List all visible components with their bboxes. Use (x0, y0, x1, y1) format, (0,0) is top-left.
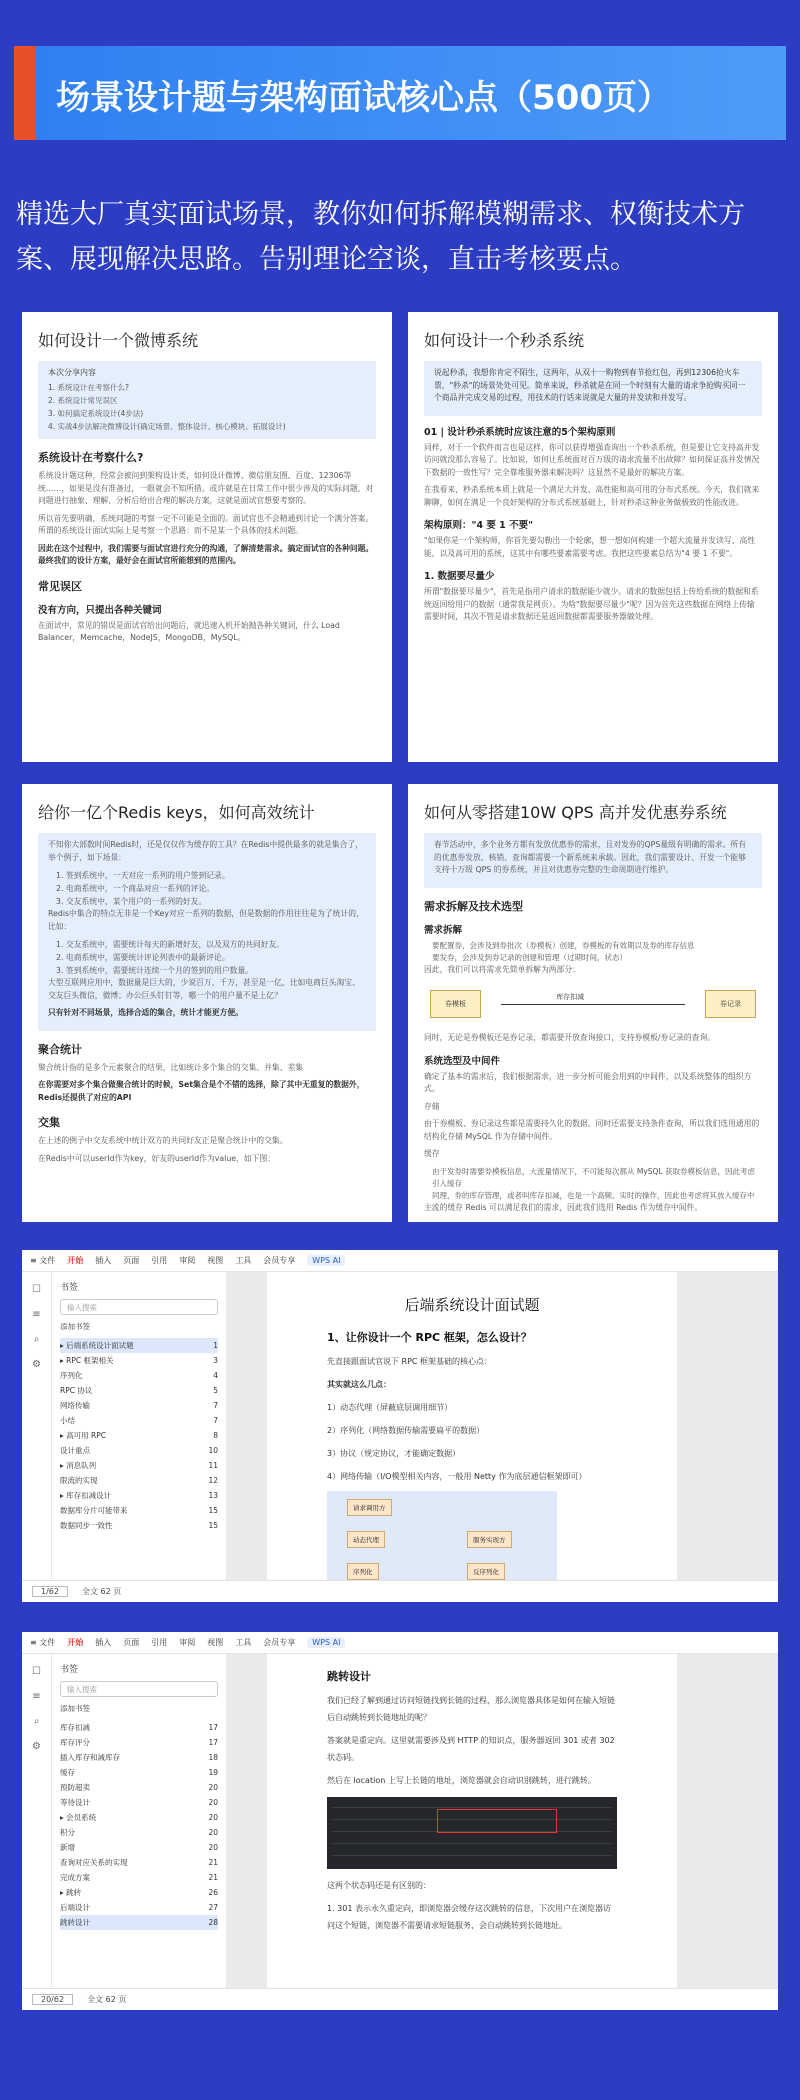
doc-paragraph: 1）动态代理（屏蔽底层调用细节） (327, 1403, 453, 1412)
intro-box (38, 833, 376, 1031)
menu-review[interactable]: 审阅 (179, 1256, 196, 1265)
card-miaosha (408, 312, 778, 762)
menu-home[interactable]: 开始 (67, 1638, 84, 1647)
menu-tools[interactable]: 工具 (235, 1638, 252, 1647)
paragraph: 因此，我们可以将需求先简单拆解为两部分： (424, 964, 580, 974)
paragraph: 在我看来，秒杀系统本质上就是一个满足大并发、高性能和高可用的分布式系统。今天，我们就来聊聊，如何在满足一个良好架构的分布式系统基础上，针对秒杀这种业务做极致的性能改进。 (424, 485, 760, 507)
search-icon[interactable]: ⌕ (33, 1716, 40, 1727)
menu-wps-ai[interactable]: WPS AI (307, 1637, 345, 1648)
section-heading: 系统设计在考察什么? (38, 451, 144, 464)
page-title: 场景设计题与架构面试核心点（500页） (56, 78, 671, 118)
bookmark-page-number: 15 (208, 1506, 218, 1515)
menu-wps-ai[interactable]: WPS AI (307, 1255, 345, 1266)
paragraph: 不知你大部数时间Redis时，还是仅仅作为缓存的工具？在Redis中提供最多的就是集合了，举个例子，如下场景： (48, 840, 363, 862)
doc-paragraph: 其实就这么几点： (327, 1380, 391, 1389)
doc-paragraph: 4）网络传输（I/O模型相关内容，一般用 Netty 作为底层通信框架即可） (327, 1472, 587, 1481)
bookmark-label: ▸ 消息队列 (60, 1461, 97, 1470)
list-item: 3. 交友系统中，某个用户的一系列的好友。 (56, 897, 207, 906)
window-body (22, 1654, 778, 1988)
paragraph: 说起秒杀，我想你肯定不陌生，这两年，从双十一购物到春节抢红包，再到12306抢火车票，"秒杀"的场景处处可见。简单来说，秒杀就是在同一个时刻有大量的请求争抢购买同一个商品并完成交易的过程，用技术的行话来说就是大量的并发读和并发写。 (434, 368, 746, 402)
bookmark-page-number: 18 (208, 1753, 218, 1762)
bookmark-item[interactable] (60, 1398, 218, 1413)
bookmark-page-number: 17 (208, 1738, 218, 1747)
bookmark-label: ▸ 高可用 RPC (60, 1431, 107, 1440)
bookmark-label: 缓存 (60, 1768, 75, 1777)
bookmark-item[interactable] (60, 1383, 218, 1398)
bookmark-icon[interactable]: ☐ (32, 1284, 41, 1295)
diagram-node: 请求调用方 (347, 1499, 392, 1516)
bookmark-page-number: 21 (208, 1858, 218, 1867)
doc-paragraph: 3）协议（规定协议，才能确定数据） (327, 1449, 461, 1458)
title-banner (14, 46, 786, 140)
add-bookmark-button[interactable]: 添加书签 (60, 1704, 90, 1713)
bookmark-page-number: 20 (208, 1783, 218, 1792)
bookmark-item[interactable] (60, 1413, 218, 1428)
menu-insert[interactable]: 插入 (95, 1638, 112, 1647)
left-rail (22, 1654, 52, 1988)
bookmark-item[interactable] (60, 1353, 218, 1368)
card-coupon (408, 784, 778, 1222)
bookmark-label: 小结 (60, 1416, 75, 1425)
paragraph: 同样，对于一个软件而言也是这样，你可以获得增强查询出一个秒杀系统，但是要让它支持高并发访问就没那么容易了。比如说，如何让系统面对百万级的请求流量不出故障？如何保证高并发情况下数据的一致性写？完全靠堆服务器来解决吗？这显然不是最好的解决方案。 (424, 442, 760, 477)
status-text: 全文 62 页 (87, 1995, 127, 2004)
bookmark-label: 新增 (60, 1843, 75, 1852)
bookmark-label: 预防超卖 (60, 1783, 90, 1792)
list-item: 要发券，会涉及到券记录的创建和管理（过期时间，状态） (432, 952, 627, 962)
doc-paragraph: 这两个状态码还是有区别的： (327, 1881, 431, 1890)
paragraph: 在你需要对多个集合做聚合统计的时候，Set集合是个不错的选择，除了其中无重复的数据外，Redis还提供了对应的API (38, 1080, 365, 1102)
bookmark-label: 数据库分片可能带来 (60, 1506, 128, 1515)
rpc-diagram (327, 1491, 557, 1580)
bookmark-label: 网络传输 (60, 1401, 90, 1410)
bookmark-page-number: 10 (208, 1446, 218, 1455)
toc-title: 本次分享内容 (48, 368, 96, 377)
paragraph: 同时，无论是券模板还是券记录，都需要开放查询接口，支持券模板/券记录的查询。 (424, 1033, 716, 1042)
bookmark-page-number: 17 (208, 1723, 218, 1732)
menu-member[interactable]: 会员专享 (263, 1638, 296, 1647)
card-title: 如何设计一个微博系统 (38, 331, 199, 350)
paragraph: 聚合统计指的是多个元素聚合的结果，比如统计多个集合的交集、并集、差集 (38, 1062, 304, 1072)
bookmark-page-number: 20 (208, 1798, 218, 1807)
menu-view[interactable]: 视图 (207, 1256, 224, 1265)
section-heading: 需求拆解及技术选型 (424, 899, 523, 913)
menu-view[interactable]: 视图 (207, 1638, 224, 1647)
menu-bar (22, 1250, 778, 1272)
bookmark-label: ▸ 后端系统设计面试题 (60, 1341, 134, 1350)
menu-tools[interactable]: 工具 (235, 1256, 252, 1265)
diagram-node: 券模板 (430, 990, 481, 1018)
section-heading: 架构原则："4 要 1 不要" (424, 520, 534, 531)
bookmark-item[interactable] (60, 1720, 218, 1735)
list-item: 2. 电商系统中，一个商品对应一系列的评论。 (56, 884, 215, 893)
diagram-node: 动态代理 (347, 1531, 385, 1548)
wps-window-2 (22, 1632, 778, 2010)
menu-reference[interactable]: 引用 (151, 1256, 168, 1265)
bookmark-item[interactable] (60, 1810, 218, 1825)
status-text: 全文 62 页 (81, 1587, 122, 1596)
wps-window-1 (22, 1250, 778, 1602)
diagram-node: 反序列化 (467, 1563, 505, 1580)
bookmark-label: 序列化 (60, 1371, 83, 1380)
bookmark-label: ▸ 跳转 (60, 1888, 82, 1897)
toc-item: 1. 系统设计在考察什么? (48, 383, 130, 392)
devtools-screenshot (327, 1797, 617, 1869)
bookmark-label: 库存扣减 (60, 1723, 90, 1732)
bookmark-label: 数据同步一致性 (60, 1521, 113, 1530)
settings-icon[interactable]: ⚙ (32, 1359, 41, 1370)
bookmark-page-number: 27 (208, 1903, 218, 1912)
menu-review[interactable]: 审阅 (179, 1638, 196, 1647)
bookmark-list (60, 1338, 218, 1533)
list-item: 1. 签到系统中，一天对应一系列的用户签到记录。 (56, 871, 230, 880)
diagram-node: 序列化 (347, 1563, 379, 1580)
doc-paragraph: 先直接跟面试官说下 RPC 框架基础的核心点： (327, 1357, 493, 1366)
toc-box (38, 361, 376, 439)
bookmark-item[interactable] (60, 1518, 218, 1533)
paragraph: 大型互联网应用中，数据量是巨大的，少说百万、千万，甚至是一亿，比如电商巨头淘宝、交友巨头微信，微博；办公巨头钉钉等，哪一个的用户量不是上亿？ (48, 978, 360, 1000)
intro-text: 精选大厂真实面试场景，教你如何拆解模糊需求、权衡技术方案、展现解决思路。告别理论空谈，直击考核要点。 (16, 199, 745, 275)
window-body (22, 1272, 778, 1580)
doc-paragraph: 1. 301 表示永久重定向，即浏览器会缓存这次跳转的信息，下次用户在浏览器访问这个短链，浏览器不需要请求短链服务，会自动跳转到长链地址。 (327, 1904, 611, 1930)
section-heading: 聚合统计 (38, 1042, 82, 1056)
document-area (227, 1272, 778, 1580)
sub-heading: 需求拆解 (424, 924, 463, 936)
sub-heading: 没有方向，只提出各种关键词 (38, 604, 162, 616)
bookmark-list (60, 1720, 218, 1930)
bookmark-page-number: 20 (208, 1828, 218, 1837)
bookmark-page-number: 13 (208, 1491, 218, 1500)
doc-paragraph: 我们已经了解到通过访问短链找到长链的过程，那么浏览器具体是如何在输入短链后自动跳转到长链地址的呢？ (327, 1696, 615, 1722)
card-title: 如何从零搭建10W QPS 高并发优惠券系统 (424, 803, 727, 822)
paragraph: 主流的缓存 Redis 可以满足我们的需求，因此我们选用 Redis 作为缓存中间件。 (424, 1202, 703, 1212)
bookmark-item[interactable] (60, 1473, 218, 1488)
paragraph: 春节活动中，多个业务方都有发放优惠券的需求，且对发券的QPS量级有明确的需求。所有的优惠券发放、核销、查询都需要一个新系统来承载。因此，我们需要设计、开发一个能够支持十万级 QPS 的券系统，并且对优惠券完整的生命周期进行维护。 (434, 840, 747, 874)
diagram-node: 券记录 (705, 990, 756, 1018)
list-item: 要配置券，会涉及到券批次（券模板）创建，券模板的有效期以及券的库存信息 (432, 940, 695, 950)
bookmark-label: 积分 (60, 1828, 75, 1837)
bookmark-item[interactable] (60, 1765, 218, 1780)
doc-paragraph: 然后在 location 上写上长链的地址，浏览器就会自动识别跳转，进行跳转。 (327, 1776, 596, 1785)
section-heading: 系统选型及中间件 (424, 1055, 501, 1067)
paragraph: 缓存 (424, 1149, 440, 1158)
diagram-arrow (501, 992, 685, 1005)
bookmark-page-number: 8 (213, 1431, 218, 1440)
card-redis (22, 784, 392, 1222)
paragraph: 系统设计题这种，经常会被问到架构设计类，如何设计微博、微信朋友圈、百度、12306等统……，如果是没有准备过，一眼就会不知所措。或许就是在日常工作中很少涉及的实际问题，对问题进行抽象、理解、分析后给出合理的解决方案，这就是面试官想要考察的。 (38, 471, 374, 505)
menu-home[interactable]: 开始 (67, 1256, 84, 1265)
panel-title: 书签 (60, 1665, 79, 1675)
section-heading: 1. 数据要尽量少 (424, 571, 495, 582)
toc-item: 4. 实战4步法解决微博设计(确定场景、整体设计、核心模块、拓展设计) (48, 422, 286, 431)
bookmark-page-number: 1 (213, 1341, 218, 1350)
bookmark-page-number: 20 (208, 1843, 218, 1852)
outline-icon[interactable]: ≡ (32, 1309, 41, 1320)
paragraph: 因此在这个过程中，我们需要与面试官进行充分的沟通，了解清楚需求。搞定面试官的各种问题。最终我们的设计方案，最好会在面试官所能想到的范围内。 (38, 543, 374, 565)
title-accent (14, 46, 36, 140)
bookmark-label: 后端设计 (60, 1903, 90, 1912)
menu-member[interactable]: 会员专享 (263, 1256, 296, 1265)
card-title: 如何设计一个秒杀系统 (424, 331, 585, 350)
bookmark-item[interactable] (60, 1488, 218, 1503)
menu-page[interactable]: 页面 (123, 1638, 140, 1647)
bookmark-page-number: 15 (208, 1521, 218, 1530)
bookmark-label: 等待设计 (60, 1798, 90, 1807)
coupon-diagram (424, 984, 762, 1024)
paragraph: 在上述的例子中交友系统中统计双方的共同好友正是聚合统计中的交集。 (38, 1136, 288, 1145)
bookmark-item[interactable] (60, 1443, 218, 1458)
list-item: 3. 签到系统中，需要统计连续一个月的签到的用户数量。 (56, 966, 254, 975)
list-item: 由于发券时需要券模板信息，大流量情况下，不可能每次都从 MySQL 获取券模板信息，因此考虑引入缓存 (432, 1166, 756, 1188)
menu-reference[interactable]: 引用 (151, 1638, 168, 1647)
summary-box (424, 361, 762, 416)
bookmark-item[interactable] (60, 1825, 218, 1840)
bookmark-page-number: 4 (213, 1371, 218, 1380)
paragraph: "如果你是一个架构师，你首先要勾勒出一个轮廓，想一想如何构建一个超大流量并发读写、高性能，以及高可用的系统，这其中有哪些要素需要考虑。我把这些要素总结为"4 要 1 不要"。 (424, 536, 756, 558)
menu-insert[interactable]: 插入 (95, 1256, 112, 1265)
bookmark-page-number: 5 (213, 1386, 218, 1395)
search-input[interactable]: 输入搜索 (60, 1299, 218, 1315)
bookmark-item[interactable] (60, 1885, 218, 1900)
diagram-node: 服务实现方 (467, 1531, 512, 1548)
bookmark-page-number: 3 (213, 1356, 218, 1365)
doc-paragraph: 答案就是重定向。这里就需要涉及到 HTTP 的知识点，服务器返回 301 或者 302 状态码。 (327, 1736, 615, 1762)
bookmark-item[interactable] (60, 1368, 218, 1383)
card-title: 给你一亿个Redis keys，如何高效统计 (38, 803, 315, 822)
bookmark-item[interactable] (60, 1870, 218, 1885)
paragraph: 确定了基本的需求后，我们根据需求，进一步分析可能会用到的中间件，以及系统整体的组织方式。 (424, 1071, 752, 1093)
bookmark-item[interactable] (60, 1855, 218, 1870)
bookmark-panel (52, 1272, 227, 1580)
paragraph: 所谓"数据要尽量少"，首先是指用户请求的数据能少就少。请求的数据包括上传给系统的数据和系统返回给用户的数据（通常我是网页）。为啥"数据要尽量少"呢？因为首先这些数据在网络上传输需要时间，其次不管是请求数据还是返回数据都需要服务器做处理。 (424, 587, 759, 621)
bookmark-label: 查询对应关系的实现 (60, 1858, 128, 1867)
page-indicator[interactable]: 1/62 (32, 1586, 68, 1597)
bookmark-item[interactable] (60, 1795, 218, 1810)
bookmark-icon[interactable]: ☐ (32, 1666, 41, 1677)
bookmark-label: 插入库存和减库存 (60, 1753, 120, 1762)
bookmark-label: 限流的实现 (60, 1476, 98, 1485)
bookmark-label: ▸ RPC 框架相关 (60, 1356, 114, 1365)
section-heading: 常见误区 (38, 579, 82, 593)
highlight-box (437, 1809, 557, 1833)
bookmark-item[interactable] (60, 1750, 218, 1765)
list-item: 同理，券的库存管理，或者叫库存扣减，也是一个高频、实时的操作，因此也考虑将其放入缓存中 (432, 1190, 755, 1200)
bookmark-page-number: 26 (208, 1888, 218, 1897)
bookmark-page-number: 11 (208, 1461, 218, 1470)
bookmark-label: RPC 协议 (60, 1386, 93, 1395)
paragraph: Redis中集合的特点无非是一个Key对应一系列的数据，但是数据的作用往往是为了统计的，比如： (48, 909, 364, 931)
outline-icon[interactable]: ≡ (32, 1691, 41, 1702)
bookmark-label: ▸ 会员系统 (60, 1813, 97, 1822)
bookmark-label: 跳转设计 (60, 1918, 90, 1927)
bookmark-page-number: 19 (208, 1768, 218, 1777)
paragraph: 由于券模板、券记录这些都是需要持久化的数据，同时还需要支持条件查询，所以我们选用通用的结构化存储 MySQL 作为存储中间件。 (424, 1119, 760, 1141)
settings-icon[interactable]: ⚙ (32, 1741, 41, 1752)
toc-item: 3. 如何搞定系统设计(4步法) (48, 409, 144, 418)
bookmark-label: 完成方案 (60, 1873, 90, 1882)
bookmark-page-number: 7 (213, 1416, 218, 1425)
bookmark-item[interactable] (60, 1338, 218, 1353)
arrow-label: 库存扣减 (556, 992, 585, 1001)
paragraph: 在面试中，常见的错误是面试官给出问题后，就迅速入机开始抛各种关键词，什么 Load Balancer，Memcache，NodeJS，MongoDB，MySQL。 (38, 620, 340, 642)
bookmark-item[interactable] (60, 1458, 218, 1473)
list-item: 1. 交友系统中，需要统计每天的新增好友，以及双方的共同好友。 (56, 940, 285, 949)
paragraph: 只有针对不同场景，选择合适的集合，统计才能更方便。 (48, 1008, 243, 1017)
bookmark-item[interactable] (60, 1900, 218, 1915)
doc-heading: 1、让你设计一个 RPC 框架，怎么设计？ (327, 1331, 532, 1344)
doc-title: 后端系统设计面试题 (404, 1296, 540, 1314)
status-bar (22, 1988, 778, 2010)
document-page (267, 1272, 677, 1580)
list-item: 2. 电商系统中，需要统计评论列表中的最新评论。 (56, 953, 230, 962)
bookmark-item[interactable] (60, 1840, 218, 1855)
paragraph: 在Redis中可以userId作为key，好友的userId作为value，如下图： (38, 1153, 276, 1163)
doc-paragraph: 2）序列化（网络数据传输需要扁平的数据） (327, 1426, 485, 1435)
bookmark-item[interactable] (60, 1735, 218, 1750)
status-bar (22, 1580, 778, 1602)
left-rail (22, 1272, 52, 1580)
menu-file[interactable]: ≡ 文件 (30, 1256, 56, 1265)
card-weibo (22, 312, 392, 762)
bookmark-label: 库存评分 (60, 1738, 90, 1747)
bookmark-page-number: 7 (213, 1401, 218, 1410)
bookmark-item[interactable] (60, 1428, 218, 1443)
bookmark-page-number: 20 (208, 1813, 218, 1822)
menu-page[interactable]: 页面 (123, 1256, 140, 1265)
section-heading: 交集 (38, 1116, 60, 1129)
menu-file[interactable]: ≡ 文件 (30, 1638, 56, 1647)
bookmark-page-number: 12 (208, 1476, 218, 1485)
bookmark-label: 设计重点 (60, 1446, 90, 1455)
section-heading: 01 | 设计秒杀系统时应该注意的5个架构原则 (424, 426, 616, 438)
bookmark-label: ▸ 库存扣减设计 (60, 1491, 112, 1500)
bookmark-item[interactable] (60, 1780, 218, 1795)
bookmark-item[interactable] (60, 1915, 218, 1930)
add-bookmark-button[interactable]: 添加书签 (60, 1322, 90, 1331)
bookmark-page-number: 28 (208, 1918, 218, 1927)
search-icon[interactable]: ⌕ (33, 1334, 40, 1345)
summary-box (424, 833, 762, 888)
bookmark-panel (52, 1654, 227, 1988)
document-area (227, 1654, 778, 1988)
paragraph: 存储 (424, 1101, 440, 1111)
menu-bar (22, 1632, 778, 1654)
bookmark-item[interactable] (60, 1503, 218, 1518)
paragraph: 所以首先要明确，系统问题的考察一定不可能是全面的。面试官也不会精通到讨论一个满分答案。所谓的系统设计面试实际上是考察一个思路：而不是某一个具体的技术问题。 (38, 513, 374, 535)
toc-item: 2. 系统设计常见误区 (48, 396, 118, 405)
document-page (267, 1654, 677, 1988)
panel-title: 书签 (60, 1283, 79, 1293)
page-indicator[interactable]: 20/62 (32, 1994, 73, 2005)
search-input[interactable]: 输入搜索 (60, 1681, 218, 1697)
doc-heading: 跳转设计 (327, 1670, 371, 1683)
bookmark-page-number: 21 (208, 1873, 218, 1882)
